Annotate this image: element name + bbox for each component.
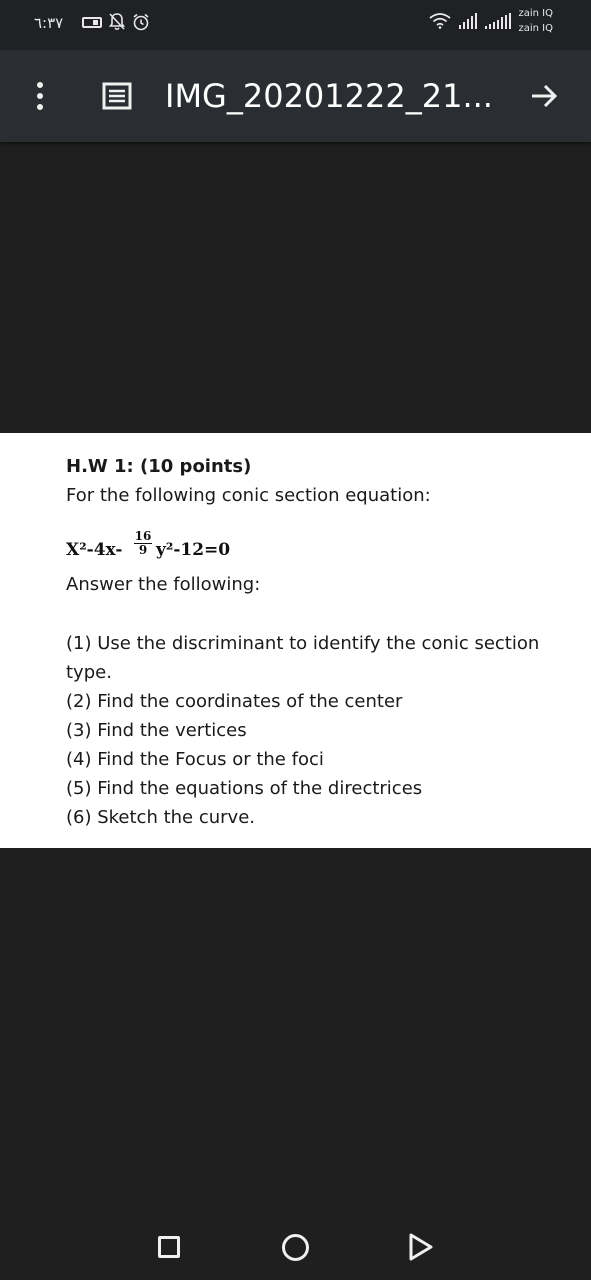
app-bar — [0, 50, 591, 142]
carrier-labels — [519, 6, 554, 36]
status-time: ٦:٣٧ — [34, 14, 64, 32]
status-bar — [0, 0, 591, 50]
conic-equation — [66, 530, 586, 568]
document-text — [66, 453, 586, 832]
file-title: IMG_20201222_21... — [165, 77, 493, 115]
carrier-name: zain IQ — [518, 8, 553, 19]
status-left-icons — [82, 13, 150, 31]
list-item: type. — [66, 662, 112, 683]
equation-prefix: X²-4x- — [66, 540, 123, 560]
document-image[interactable] — [0, 433, 591, 848]
home-circle-icon[interactable] — [282, 1234, 309, 1261]
back-triangle-icon[interactable] — [408, 1233, 434, 1261]
answer-prompt: Answer the following: — [66, 574, 261, 595]
list-item: (5) Find the equations of the directrices — [66, 778, 423, 799]
document-icon — [102, 82, 132, 110]
signal-icon — [485, 13, 511, 29]
list-item: (6) Sketch the curve. — [66, 807, 255, 828]
question-list — [66, 629, 586, 832]
wifi-icon — [429, 13, 451, 29]
homework-heading: H.W 1: (10 points) — [66, 456, 252, 477]
more-vert-icon — [37, 82, 43, 88]
list-item: (4) Find the Focus or the foci — [66, 749, 324, 770]
carrier-name: zain IQ — [518, 23, 553, 34]
more-vert-icon — [37, 104, 43, 110]
more-vert-icon — [37, 93, 43, 99]
more-options-button[interactable] — [26, 78, 54, 114]
notifications-off-icon — [109, 13, 125, 31]
equation-suffix: y²-12=0 — [156, 540, 231, 560]
navigation-bar — [0, 1205, 591, 1280]
list-item: (1) Use the discriminant to identify the conic section — [66, 633, 540, 654]
recents-square-icon[interactable] — [158, 1236, 180, 1258]
list-item: (2) Find the coordinates of the center — [66, 691, 403, 712]
signal-icon — [459, 13, 477, 29]
battery-icon — [82, 17, 102, 28]
equation-fraction — [134, 530, 152, 557]
intro-text: For the following conic section equation: — [66, 485, 431, 506]
fraction-denominator: 9 — [138, 543, 148, 557]
list-item: (3) Find the vertices — [66, 720, 247, 741]
status-right-icons — [429, 6, 554, 36]
arrow-right-icon[interactable] — [528, 80, 560, 112]
fraction-numerator: 16 — [134, 529, 152, 543]
alarm-icon — [132, 13, 150, 31]
